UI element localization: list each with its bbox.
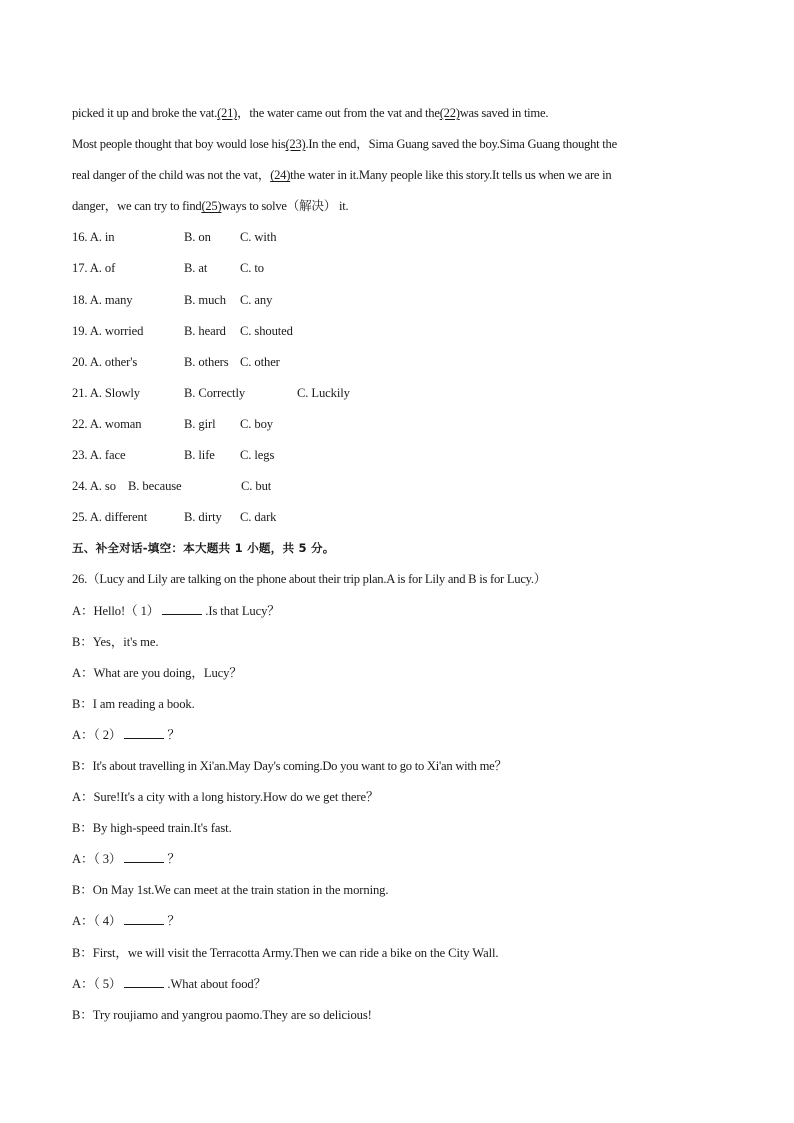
- option-b: B. because: [128, 479, 182, 494]
- option-c: C. boy: [240, 416, 273, 431]
- answer-blank-4[interactable]: [124, 911, 164, 925]
- passage-line-2: Most people thought that boy would lose his(23).In the end，Sima Guang saved the boy.Sima Guang thought the: [72, 137, 617, 152]
- dialogue-line: A：（ 3） ？: [72, 846, 722, 877]
- option-a: 17. A. of: [72, 261, 116, 276]
- answer-blank-3[interactable]: [124, 849, 164, 863]
- option-a: 25. A. different: [72, 510, 148, 525]
- dialogue-line: B：I am reading a book.: [72, 696, 195, 711]
- dialogue-line: B：Try roujiamo and yangrou paomo.They are so delicious!: [72, 1007, 372, 1022]
- blank-21: (21): [217, 106, 238, 120]
- option-c: C. dark: [240, 510, 277, 525]
- exam-page: [72, 100, 722, 1033]
- answer-blank-5[interactable]: [124, 974, 164, 988]
- option-b: B. life: [184, 448, 215, 463]
- question-17: [72, 255, 722, 286]
- question-21: [72, 380, 722, 411]
- answer-blank-1[interactable]: [162, 601, 202, 615]
- option-a: 20. A. other's: [72, 354, 138, 369]
- dialogue-line: B：On May 1st.We can meet at the train station in the morning.: [72, 883, 389, 898]
- option-c: C. legs: [240, 448, 275, 463]
- option-a: 16. A. in: [72, 230, 115, 245]
- option-a: 18. A. many: [72, 292, 133, 307]
- answer-blank-2[interactable]: [124, 725, 164, 739]
- option-b: B. girl: [184, 416, 216, 431]
- question-18: [72, 287, 722, 318]
- option-b: B. on: [184, 230, 211, 245]
- dialogue-line: B：First，we will visit the Terracotta Army.Then we can ride a bike on the City Wall.: [72, 945, 499, 960]
- option-a: 21. A. Slowly: [72, 385, 140, 400]
- dialogue-line: A：（ 2） ？: [72, 722, 722, 753]
- option-b: B. others: [184, 354, 229, 369]
- question-24: [72, 473, 722, 504]
- option-c: C. but: [241, 479, 272, 494]
- option-b: B. Correctly: [184, 385, 246, 400]
- option-c: C. with: [240, 230, 277, 245]
- blank-24: (24): [270, 168, 291, 183]
- question-19: [72, 318, 722, 349]
- option-b: B. dirty: [184, 510, 222, 525]
- option-a: 19. A. worried: [72, 323, 144, 338]
- dialogue-line: B：By high-speed train.It's fast.: [72, 821, 232, 836]
- blank-25: (25): [201, 199, 222, 214]
- passage-line-4: danger，we can try to find(25)ways to solve（解决） it.: [72, 199, 349, 214]
- option-c: C. Luckily: [297, 385, 350, 400]
- passage-line-3: real danger of the child was not the vat，(24)the water in it.Many people like this story.It tells us when we are in: [72, 168, 612, 183]
- dialogue-line: B：Yes，it's me.: [72, 634, 159, 649]
- option-b: B. heard: [184, 323, 226, 338]
- passage-line-1: picked it up and broke the vat.(21)，the water came out from the vat and the(22)was saved in time.: [72, 106, 549, 120]
- dialogue-line: A：What are you doing，Lucy？: [72, 665, 242, 680]
- dialogue-line: A：（ 5） .What about food？: [72, 971, 722, 1002]
- dialogue-intro: 26.（Lucy and Lily are talking on the phone about their trip plan.A is for Lily and B is for Lucy.）: [72, 572, 547, 587]
- question-25: [72, 504, 722, 535]
- option-c: C. to: [240, 261, 264, 276]
- dialogue-line: A：Hello!（ 1） .Is that Lucy？: [72, 598, 722, 629]
- question-20: [72, 349, 722, 380]
- option-c: C. other: [240, 354, 280, 369]
- option-c: C. any: [240, 292, 273, 307]
- dialogue-line: A：（ 4） ？: [72, 908, 722, 939]
- question-22: [72, 411, 722, 442]
- section-heading: 五、补全对话-填空：本大题共 1 小题，共 5 分。: [72, 541, 335, 556]
- option-b: B. much: [184, 292, 226, 307]
- option-a: 22. A. woman: [72, 416, 142, 431]
- option-a: 24. A. so: [72, 479, 116, 494]
- option-c: C. shouted: [240, 323, 293, 338]
- option-b: B. at: [184, 261, 208, 276]
- blank-22: (22): [439, 106, 460, 120]
- option-a: 23. A. face: [72, 448, 126, 463]
- question-16: [72, 224, 722, 255]
- question-23: [72, 442, 722, 473]
- dialogue-line: A：Sure!It's a city with a long history.How do we get there？: [72, 790, 379, 805]
- blank-23: (23): [285, 137, 306, 152]
- dialogue-line: B：It's about travelling in Xi'an.May Day's coming.Do you want to go to Xi'an with me？: [72, 758, 507, 773]
